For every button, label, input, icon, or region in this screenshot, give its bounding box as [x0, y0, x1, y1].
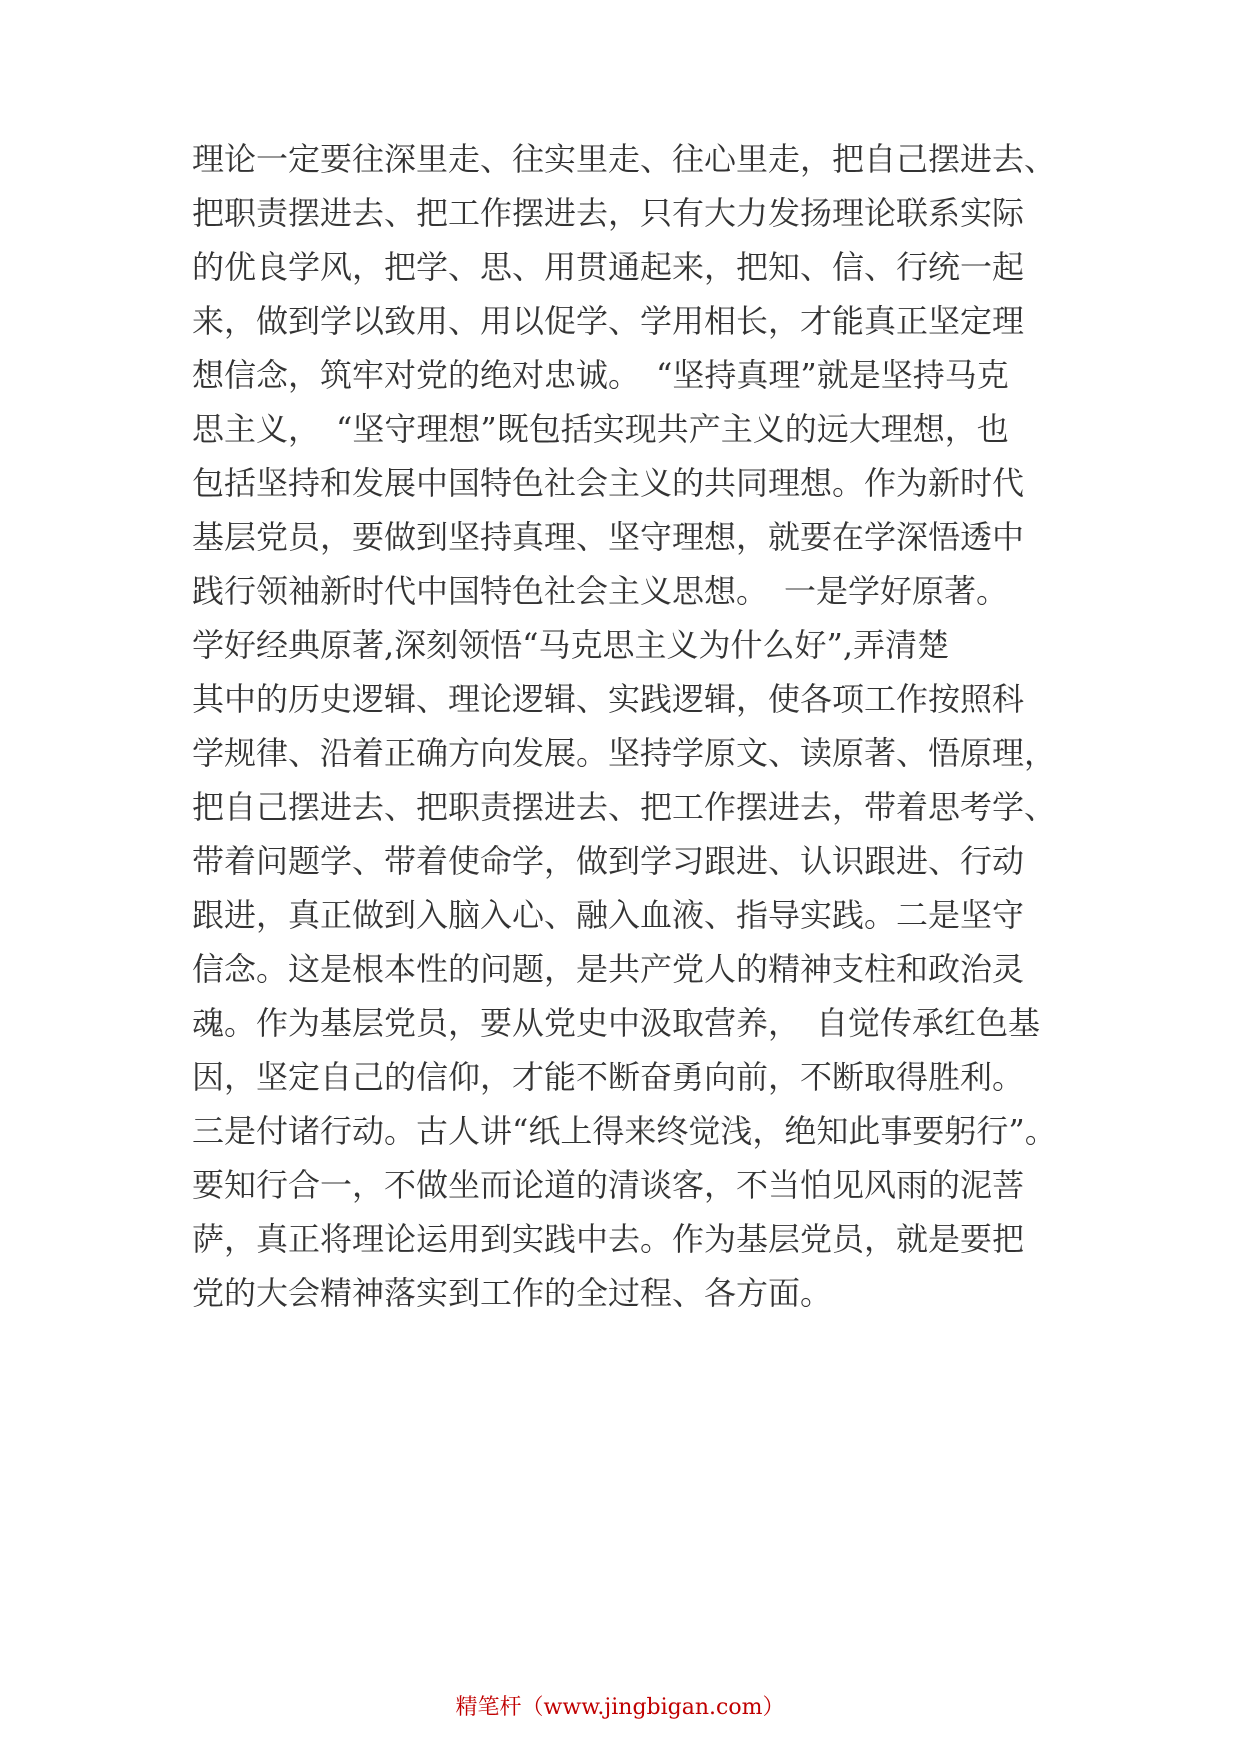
text-line: 带着问题学、带着使命学，做到学习跟进、认识跟进、行动 [192, 842, 1025, 880]
body-text [192, 132, 1072, 1320]
text-line: 跟进，真正做到入脑入心、融入血液、指导实践。二是坚守 [192, 896, 1025, 934]
text-line: 包括坚持和发展中国特色社会主义的共同理想。作为新时代 [192, 464, 1025, 502]
text-line: 学规律、沿着正确方向发展。坚持学原文、读原著、悟原理， [192, 734, 1057, 772]
text-line: 三是付诸行动。古人讲“纸上得来终觉浅，绝知此事要躬行”。 [192, 1112, 1057, 1150]
text-line: 的优良学风，把学、思、用贯通起来，把知、信、行统一起 [192, 248, 1025, 286]
text-line: 践行领袖新时代中国特色社会主义思想。 一是学好原著。 [192, 572, 1009, 610]
text-line: 魂。作为基层党员，要从党史中汲取营养， 自觉传承红色基 [192, 1004, 1041, 1042]
text-line: 思主义， “坚守理想”既包括实现共产主义的远大理想，也 [192, 410, 1009, 448]
text-line: 因，坚定自己的信仰，才能不断奋勇向前，不断取得胜利。 [192, 1058, 1025, 1096]
text-line: 学好经典原著,深刻领悟“马克思主义为什么好”,弄清楚 [192, 626, 950, 664]
text-line: 把自己摆进去、把职责摆进去、把工作摆进去，带着思考学、 [192, 788, 1057, 826]
footer-watermark: 精笔杆（www.jingbigan.com） [455, 1695, 785, 1720]
text-line: 想信念，筑牢对党的绝对忠诚。 “坚持真理”就是坚持马克 [192, 356, 1009, 394]
text-line: 理论一定要往深里走、往实里走、往心里走，把自己摆进去、 [192, 140, 1057, 178]
text-line: 萨，真正将理论运用到实践中去。作为基层党员，就是要把 [192, 1220, 1025, 1258]
text-line: 基层党员，要做到坚持真理、坚守理想，就要在学深悟透中 [192, 518, 1025, 556]
text-line: 其中的历史逻辑、理论逻辑、实践逻辑，使各项工作按照科 [192, 680, 1025, 718]
text-line: 信念。这是根本性的问题，是共产党人的精神支柱和政治灵 [192, 950, 1025, 988]
text-line: 要知行合一，不做坐而论道的清谈客，不当怕见风雨的泥菩 [192, 1166, 1025, 1204]
text-line: 党的大会精神落实到工作的全过程、各方面。 [192, 1274, 833, 1312]
text-line: 把职责摆进去、把工作摆进去，只有大力发扬理论联系实际 [192, 194, 1025, 232]
text-line: 来，做到学以致用、用以促学、学用相长，才能真正坚定理 [192, 302, 1025, 340]
